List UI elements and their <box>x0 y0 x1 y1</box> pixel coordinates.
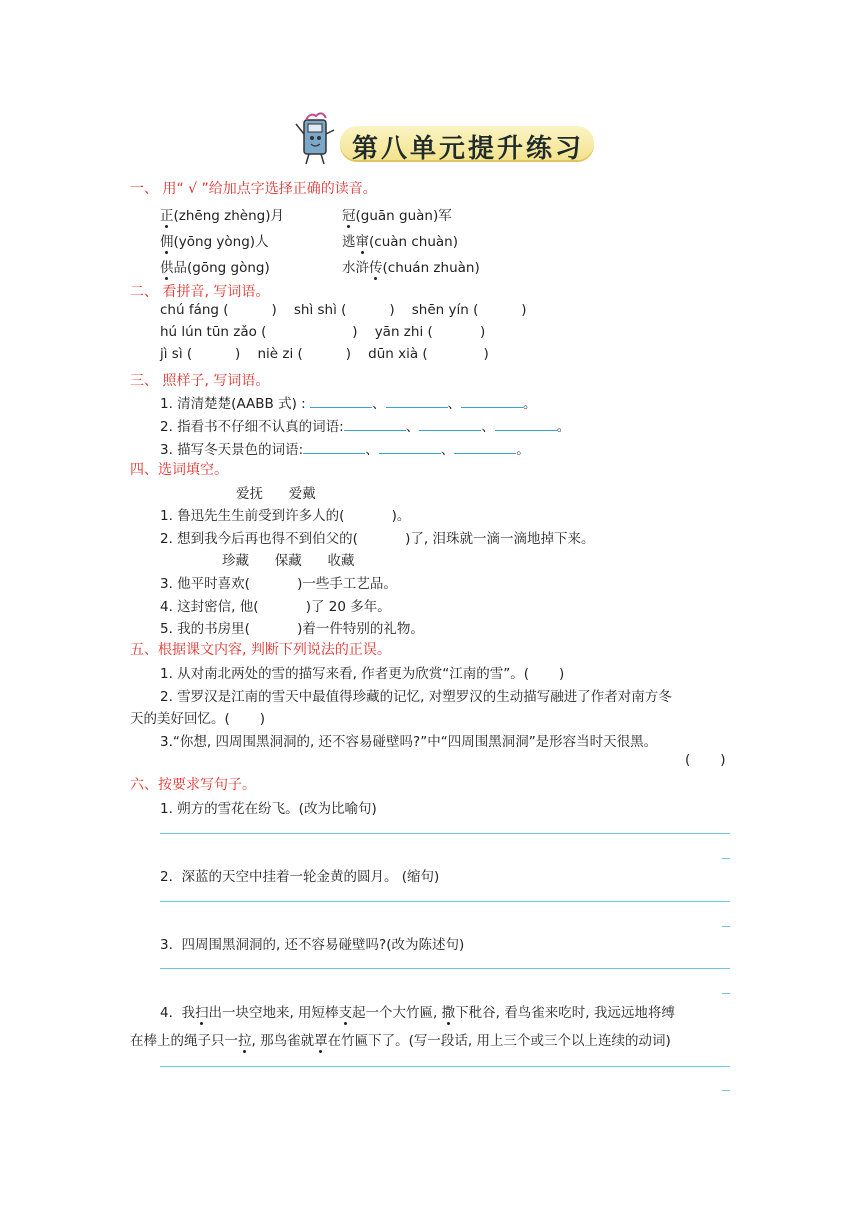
answer-blank[interactable] <box>461 395 523 408</box>
title-banner <box>292 110 602 166</box>
dotted-char: 窜 <box>355 234 369 250</box>
s6-q4-line-2: 在棒上的绳子只一拉, 那鸟雀就罩在竹匾下了。(写一段话, 用上三个或三个以上连续的动词) <box>130 1033 671 1049</box>
answer-blank[interactable] <box>379 441 441 454</box>
answer-line[interactable] <box>160 1066 730 1067</box>
answer-blank[interactable] <box>419 418 481 431</box>
dotted-char: 传 <box>369 260 383 276</box>
section-6-heading: 六、按要求写句子。 <box>130 777 256 793</box>
answer-line[interactable] <box>160 901 730 902</box>
s6-q3: 3. 四周围黑洞洞的, 还不容易碰壁吗?(改为陈述句) <box>160 937 465 953</box>
dotted-char: 正 <box>160 208 174 224</box>
s1-item-6: 水浒传(chuán zhuàn) <box>342 260 480 276</box>
dotted-char: 支 <box>338 1005 353 1021</box>
answer-line-end <box>722 993 730 994</box>
s3-item-1: 1. 清清楚楚(AABB 式) : 、 、 。 <box>160 396 537 412</box>
s2-line-3: jì sì ( ) niè zi ( ) dūn xià ( ) <box>160 346 489 362</box>
s2-line-1: chú fáng ( ) shì shì ( ) shēn yín ( ) <box>160 302 527 318</box>
section-5-heading: 五、根据课文内容, 判断下列说法的正误。 <box>130 642 391 658</box>
dotted-char: 冠 <box>342 208 356 224</box>
answer-blank[interactable] <box>495 418 557 431</box>
s1-item-4: 逃窜(cuàn chuàn) <box>342 234 458 250</box>
answer-blank[interactable] <box>344 418 406 431</box>
s3-item-3: 3. 描写冬天景色的词语: 、 、 。 <box>160 442 530 458</box>
answer-line[interactable] <box>160 833 730 834</box>
s3-item-2: 2. 指看书不仔细不认真的词语: 、 、 。 <box>160 419 571 435</box>
answer-blank[interactable] <box>454 441 516 454</box>
s4-q3: 3. 他平时喜欢( )一些手工艺品。 <box>160 576 397 592</box>
section-2-heading: 二、 看拼音, 写词语。 <box>130 284 270 300</box>
dotted-char: 撒 <box>441 1005 456 1021</box>
answer-line[interactable] <box>160 968 730 969</box>
s5-q1: 1. 从对南北两处的雪的描写来看, 作者更为欣赏“江南的雪”。( ) <box>160 666 565 682</box>
s1-item-3: 佣(yōng yòng)人 <box>160 234 269 250</box>
dotted-char: 拉 <box>238 1033 252 1049</box>
answer-blank[interactable] <box>303 441 365 454</box>
s5-q2-line-2: 天的美好回忆。( ) <box>130 711 266 727</box>
s5-q3-line-1: 3.“你想, 四周围黑洞洞的, 还不容易碰壁吗?”中“四周围黑洞洞”是形容当时天很黑。 <box>160 734 658 750</box>
s1-item-1: 正(zhēng zhèng)月 <box>160 208 284 224</box>
s4-word-choices-1: 爱抚 爱戴 <box>236 486 316 502</box>
s5-q3-answer-paren: ( ) <box>685 752 726 768</box>
s6-q2: 2. 深蓝的天空中挂着一轮金黄的圆月。 (缩句) <box>160 869 440 885</box>
answer-line-end <box>722 858 730 859</box>
s4-q2: 2. 想到我今后再也得不到伯父的( )了, 泪珠就一滴一滴地掉下来。 <box>160 531 595 547</box>
dotted-char: 扫 <box>194 1005 209 1021</box>
s4-word-choices-2: 珍藏 保藏 收藏 <box>222 553 355 569</box>
section-3-heading: 三、 照样子, 写词语。 <box>130 373 270 389</box>
section-1-heading: 一、 用“ √ ”给加点字选择正确的读音。 <box>130 181 377 197</box>
dotted-char: 佣 <box>160 234 174 250</box>
book-mascot-icon <box>292 110 338 166</box>
s4-q1: 1. 鲁迅先生生前受到许多人的( )。 <box>160 508 411 524</box>
answer-blank[interactable] <box>310 395 372 408</box>
s4-q5: 5. 我的书房里( )着一件特别的礼物。 <box>160 621 424 637</box>
section-4-heading: 四、选词填空。 <box>130 462 228 478</box>
s1-item-5: 供品(gōng gòng) <box>160 260 270 276</box>
s6-q1: 1. 朔方的雪花在纷飞。(改为比喻句) <box>160 801 377 817</box>
dotted-char: 罩 <box>314 1033 328 1049</box>
s4-q4: 4. 这封密信, 他( )了 20 多年。 <box>160 599 391 615</box>
dotted-char: 供 <box>160 260 174 276</box>
s1-item-2: 冠(guān guàn)军 <box>342 208 452 224</box>
s6-q4-line-1: 4. 我扫出一块空地来, 用短棒支起一个大竹匾, 撒下秕谷, 看鸟雀来吃时, 我远远地将缚 <box>160 1005 675 1021</box>
answer-blank[interactable] <box>386 395 448 408</box>
s5-q2-line-1: 2. 雪罗汉是江南的雪天中最值得珍藏的记忆, 对塑罗汉的生动描写融进了作者对南方冬 <box>160 689 672 705</box>
answer-line-end <box>722 1090 730 1091</box>
s2-line-2: hú lún tūn zǎo ( ) yān zhi ( ) <box>160 324 486 340</box>
answer-line-end <box>722 926 730 927</box>
page-title: 第八单元提升练习 <box>352 134 585 164</box>
